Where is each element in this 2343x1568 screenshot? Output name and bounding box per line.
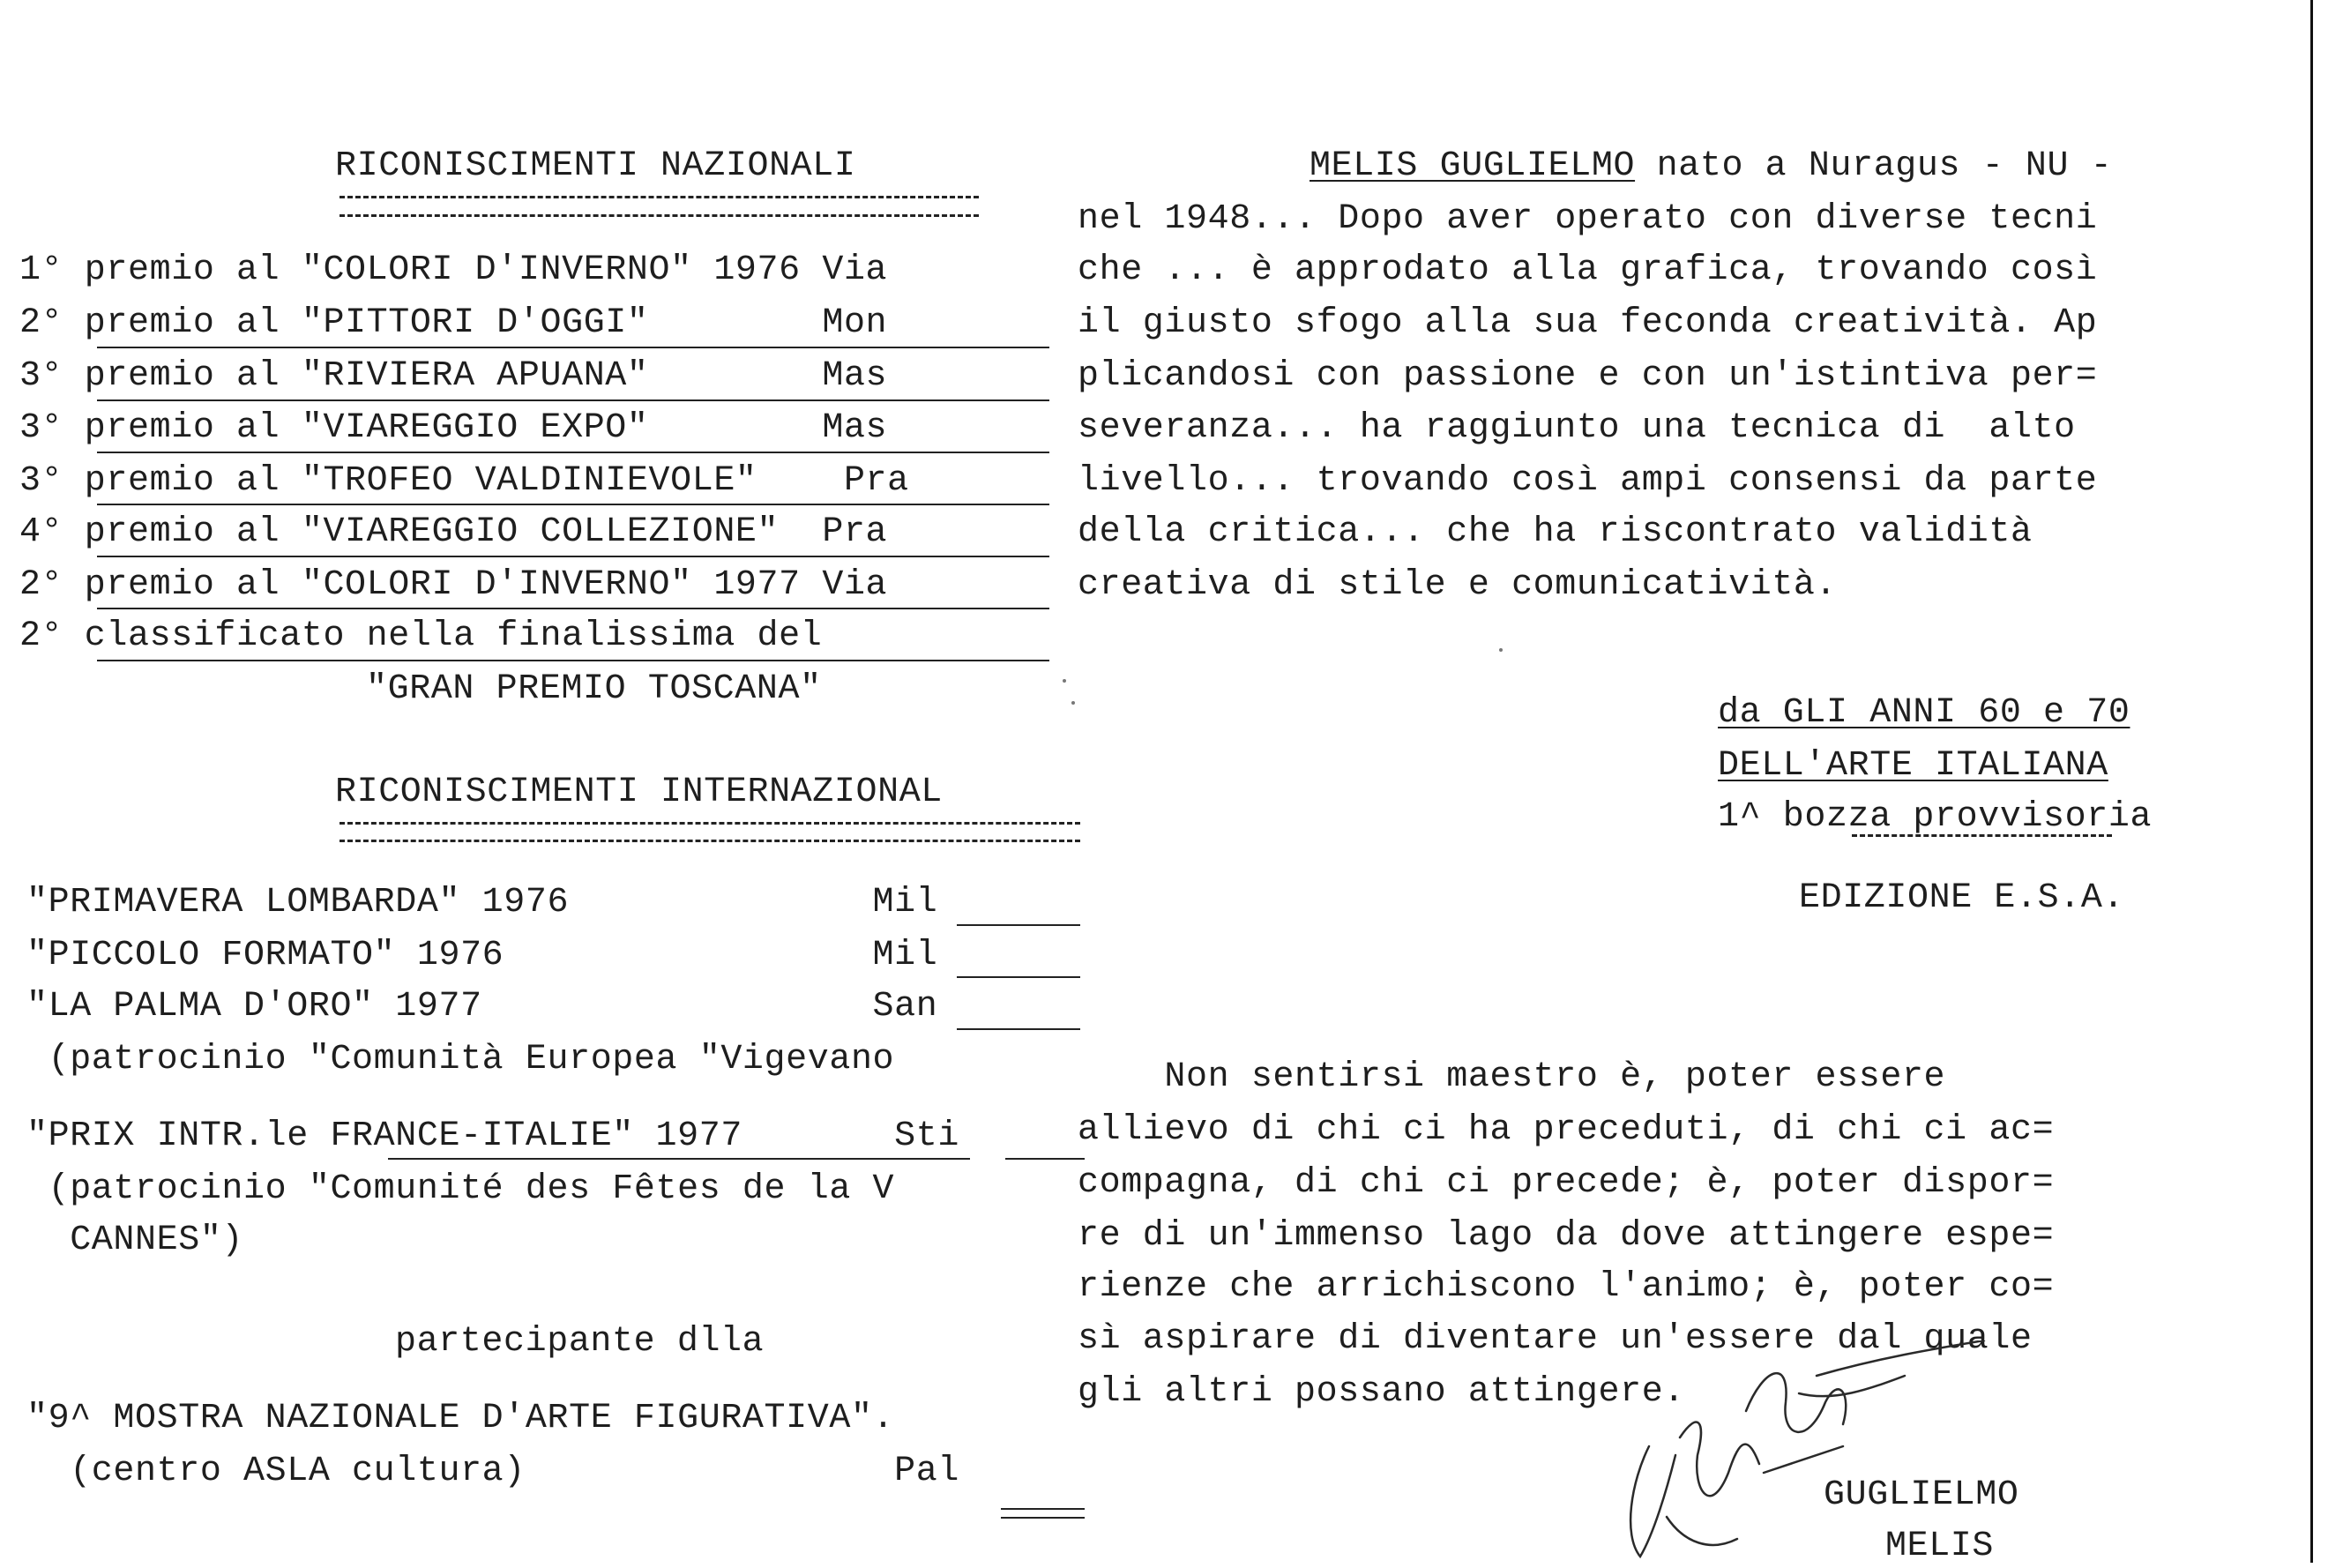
intl-award-4: (patrocinio "Comunità Europea "Vigevano — [26, 1040, 895, 1079]
award-rule — [97, 452, 1049, 453]
quote-line-2: allievo di chi ci ha preceduti, di chi ci ac= — [1078, 1110, 2055, 1150]
quote-line-3: compagna, di chi ci precede; è, poter dispor= — [1078, 1163, 2055, 1203]
artist-name: MELIS GUGLIELMO — [1310, 146, 1636, 186]
prix-patron-1: (patrocinio "Comunité des Fêtes de la V — [26, 1169, 895, 1209]
asla-line: (centro ASLA cultura) Pal — [26, 1452, 959, 1491]
asla-rule-2 — [1001, 1517, 1085, 1519]
international-heading-underline — [340, 822, 1080, 825]
quote-line-4: re di un'immenso lago da dove attingere espe= — [1078, 1216, 2055, 1256]
award-rule — [97, 556, 1049, 557]
award-7: 2° premio al "COLORI D'INVERNO" 1977 Via — [19, 565, 888, 605]
bio-line-6: livello... trovando così ampi consensi da parte — [1078, 461, 2098, 501]
mostra-line: "9^ MOSTRA NAZIONALE D'ARTE FIGURATIVA". — [26, 1399, 895, 1438]
participant-line: partecipante dlla — [395, 1322, 765, 1362]
bio-first-line — [1310, 146, 2112, 188]
quote-line-1: Non sentirsi maestro è, poter essere — [1078, 1057, 1946, 1097]
bio-line-2: che ... è approdato alla grafica, trovando così — [1078, 250, 2098, 290]
international-heading-underline-2 — [340, 840, 1080, 842]
source-line-3-underline — [1852, 834, 2112, 837]
award-rule — [97, 660, 1049, 661]
prix-rule-2 — [1005, 1158, 1085, 1160]
bio-line-4: plicandosi con passione e con un'istintiva per= — [1078, 356, 2098, 396]
award-4: 3° premio al "VIAREGGIO EXPO" Mas — [19, 408, 888, 448]
award-rule — [97, 504, 1049, 505]
award-3: 3° premio al "RIVIERA APUANA" Mas — [19, 356, 888, 396]
signature-surname: MELIS — [1885, 1527, 1995, 1566]
prix-line: "PRIX INTR.le FRANCE-ITALIE" 1977 Sti — [26, 1116, 959, 1156]
signature-name: GUGLIELMO — [1824, 1475, 2019, 1515]
scan-speck — [1063, 679, 1066, 683]
intl-rule — [957, 924, 1080, 926]
prix-patron-2: CANNES") — [26, 1221, 244, 1260]
quote-line-6: sì aspirare di diventare un'essere dal quale — [1078, 1319, 2033, 1359]
award-8: 2° classificato nella finalissima del — [19, 616, 823, 656]
award-6: 4° premio al "VIAREGGIO COLLEZIONE" Pra — [19, 512, 888, 552]
bio-first-rest: nato a Nuragus - NU - — [1635, 146, 2113, 186]
award-5: 3° premio al "TROFEO VALDINIEVOLE" Pra — [19, 461, 909, 501]
intl-award-2: "PICCOLO FORMATO" 1976 Mil — [26, 936, 938, 975]
national-heading: RICONISCIMENTI NAZIONALI — [335, 146, 856, 186]
award-rule — [97, 399, 1049, 401]
intl-rule — [957, 1028, 1080, 1030]
edition: EDIZIONE E.S.A. — [1799, 878, 2125, 918]
source-line-2: DELL'ARTE ITALIANA — [1718, 746, 2108, 786]
intl-award-1: "PRIMAVERA LOMBARDA" 1976 Mil — [26, 883, 938, 922]
quote-line-7: gli altri possano attingere. — [1078, 1372, 1685, 1412]
scan-speck — [1071, 701, 1075, 705]
award-2: 2° premio al "PITTORI D'OGGI" Mon — [19, 303, 888, 343]
quote-line-5: rienze che arrichiscono l'animo; è, poter co= — [1078, 1267, 2055, 1307]
bio-line-7: della critica... che ha riscontrato validità — [1078, 512, 2033, 552]
intl-award-3: "LA PALMA D'ORO" 1977 San — [26, 987, 938, 1027]
prix-rule — [388, 1158, 970, 1160]
award-rule — [97, 608, 1049, 609]
intl-rule — [957, 976, 1080, 978]
source-line-1: da GLI ANNI 60 e 70 — [1718, 693, 2130, 733]
national-heading-underline — [340, 196, 979, 198]
source-line-3: 1^ bozza provvisoria — [1718, 797, 2153, 837]
national-heading-underline-2 — [340, 214, 979, 217]
international-heading: RICONISCIMENTI INTERNAZIONAL — [335, 773, 943, 812]
bio-line-3: il giusto sfogo alla sua feconda creatività. Ap — [1078, 303, 2098, 343]
page-edge-line — [2310, 0, 2313, 1563]
award-rule — [97, 347, 1049, 348]
bio-line-8: creativa di stile e comunicatività. — [1078, 565, 1838, 605]
scan-speck — [1499, 648, 1503, 652]
bio-line-1: nel 1948... Dopo aver operato con diverse tecni — [1078, 199, 2098, 239]
gran-premio: "GRAN PREMIO TOSCANA" — [366, 669, 822, 709]
asla-rule — [1001, 1508, 1085, 1510]
bio-line-5: severanza... ha raggiunto una tecnica di alto — [1078, 408, 2076, 448]
award-1: 1° premio al "COLORI D'INVERNO" 1976 Via — [19, 250, 888, 290]
